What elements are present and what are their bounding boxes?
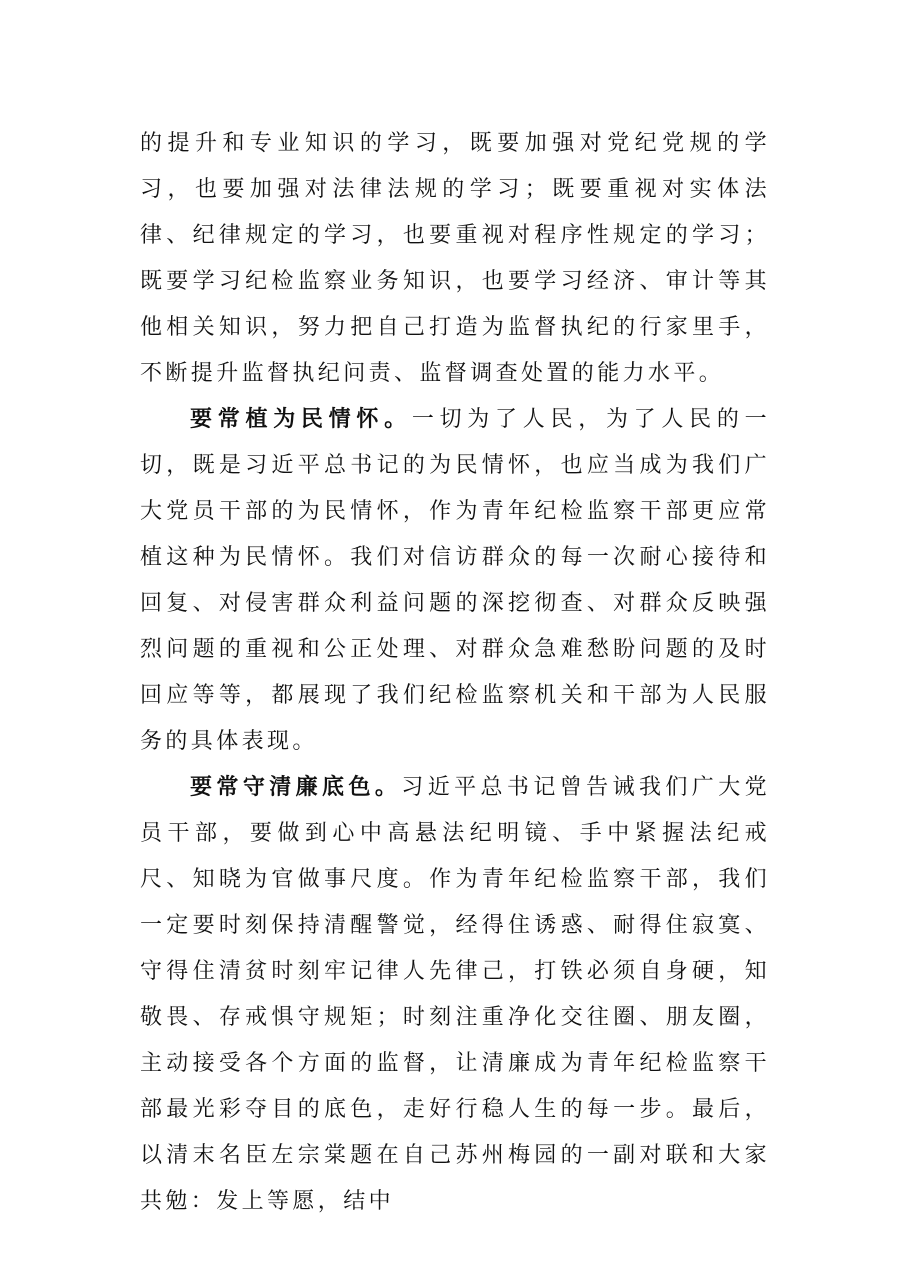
document-body [140, 121, 770, 1225]
paragraph-people-sentiment [140, 397, 770, 765]
paragraph-continued [140, 121, 770, 397]
paragraph-text: 的提升和专业知识的学习，既要加强对党纪党规的学习，也要加强对法律法规的学习；既要重视对实体法律、纪律规定的学习，也要重视对程序性规定的学习；既要学习纪检监察业务知识，也要学习经济、审计等其他相关知识，努力把自己打造为监督执纪的行家里手，不断提升监督执纪问责、监督调查处置的能力水平。 [140, 131, 770, 386]
paragraph-heading: 要常植为民情怀。 [190, 407, 412, 432]
paragraph-text: 习近平总书记曾告诫我们广大党员干部，要做到心中高悬法纪明镜、手中紧握法纪戒尺、知晓为官做事尺度。作为青年纪检监察干部，我们一定要时刻保持清醒警觉，经得住诱惑、耐得住寂寞、守得住清贫时刻牢记律人先律己，打铁必须自身硬，知敬畏、存戒惧守规矩；时刻注重净化交往圈、朋友圈，主动接受各个方面的监督，让清廉成为青年纪检监察干部最光彩夺目的底色，走好行稳人生的每一步。最后，以清末名臣左宗棠题在自己苏州梅园的一副对联和大家共勉：发上等愿，结中 [140, 775, 770, 1214]
paragraph-text: 一切为了人民，为了人民的一切，既是习近平总书记的为民情怀，也应当成为我们广大党员干部的为民情怀，作为青年纪检监察干部更应常植这种为民情怀。我们对信访群众的每一次耐心接待和回复、对侵害群众利益问题的深挖彻查、对群众反映强烈问题的重视和公正处理、对群众急难愁盼问题的及时回应等等，都展现了我们纪检监察机关和干部为人民服务的具体表现。 [140, 407, 771, 754]
paragraph-heading: 要常守清廉底色。 [190, 775, 402, 800]
paragraph-integrity [140, 765, 770, 1225]
